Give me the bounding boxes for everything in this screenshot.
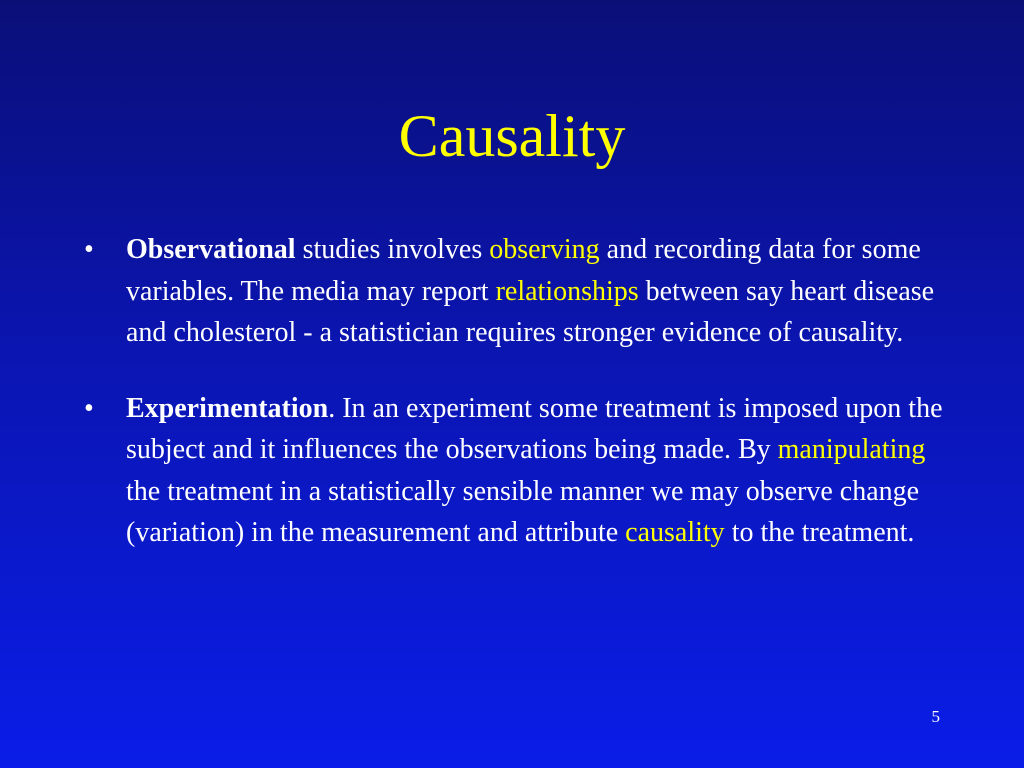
bullet-icon: •: [84, 234, 94, 265]
bullet-list: [84, 229, 944, 554]
bullet-text: to the treatment.: [724, 517, 915, 548]
bullet-experimentation: [84, 388, 944, 554]
highlight-causality: causality: [625, 517, 725, 548]
page-number: 5: [931, 707, 940, 726]
term-experimentation: Experimentation: [126, 392, 329, 424]
bullet-observational: [84, 229, 944, 354]
bullet-text: between say heart disease and cholesterol - a statistician requires stronger evidence of causality.: [126, 275, 935, 348]
bullet-icon: •: [84, 392, 94, 424]
bullet-text: . In an experiment some treatment is imposed upon the subject and it influences the observations being made. By: [126, 392, 943, 465]
bullet-text: and recording data for some variables. The media may report: [126, 234, 921, 307]
highlight-relationships: relationships: [495, 275, 639, 307]
highlight-observing: observing: [489, 234, 600, 265]
slide-title: Causality: [398, 103, 626, 169]
term-observational: Observational: [126, 234, 296, 265]
highlight-manipulating: manipulating: [777, 434, 926, 465]
bullet-text: the treatment in a statistically sensible manner we may observe change (variation) in the measurement and attribute: [126, 475, 920, 548]
bullet-text: studies involves: [295, 234, 490, 265]
